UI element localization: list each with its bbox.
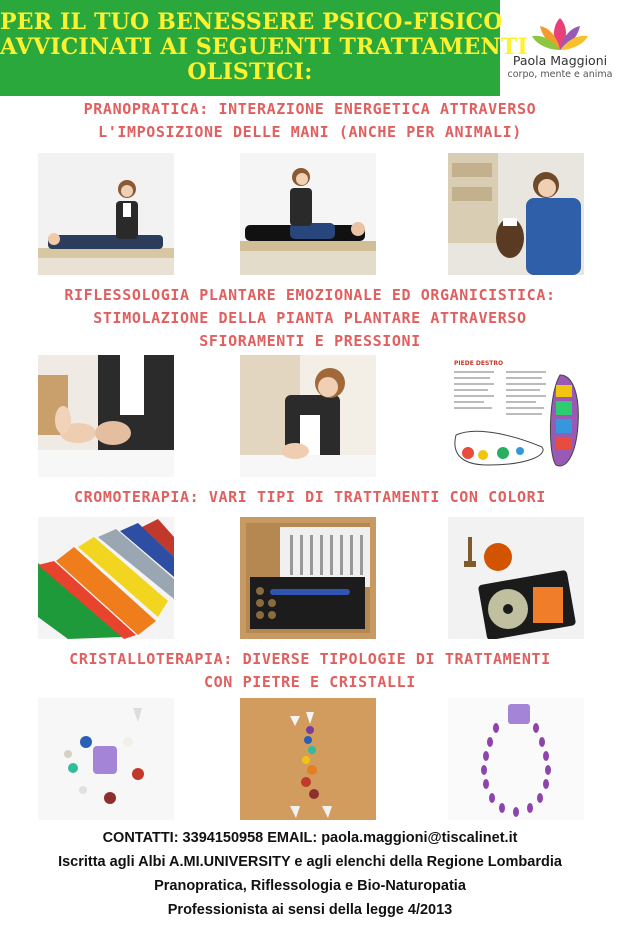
section-title-line: RIFLESSOLOGIA PLANTARE EMOZIONALE ED ORGANICISTICA:: [64, 286, 556, 304]
footer-registration: Iscritta agli Albi A.MI.UNIVERSITY e agli elenchi della Regione Lombardia: [58, 854, 562, 870]
footer-contacts: CONTATTI: 3394150958 EMAIL: paola.maggioni@tiscalinet.it: [102, 830, 518, 846]
section-title-line: SFIORAMENTI E PRESSIONI: [199, 332, 421, 350]
foot-chart-title: PIEDE DESTRO: [454, 360, 504, 367]
photo-riflessologia-2: [240, 355, 376, 477]
photo-cromoterapia-cd: [448, 517, 584, 639]
photo-pranopratica-2: [240, 153, 376, 275]
section-title-line: CON PIETRE E CRISTALLI: [204, 673, 416, 691]
photo-cristalloterapia-1: [38, 698, 174, 820]
header-line-2: AVVICINATI AI SEGUENTI TRATTAMENTI: [0, 34, 528, 60]
photo-pranopratica-3: [448, 153, 584, 275]
section-title-pranopratica: [0, 98, 620, 144]
photo-foot-reflexology-chart: [448, 355, 584, 477]
section-title-line: CROMOTERAPIA: VARI TIPI DI TRATTAMENTI CON COLORI: [74, 488, 546, 506]
header-banner: [0, 0, 528, 96]
brand-logo: [500, 0, 620, 96]
header-line-1: PER IL TUO BENESSERE PSICO-FISICO: [0, 9, 503, 35]
logo-name: Paola Maggioni: [512, 53, 608, 68]
lotus-flower-icon: [532, 16, 588, 52]
section-title-line: CRISTALLOTERAPIA: DIVERSE TIPOLOGIE DI TRATTAMENTI: [69, 650, 551, 668]
section-title-riflessologia: [0, 284, 620, 353]
photo-cromoterapia-scarves: [38, 517, 174, 639]
section-title-line: PRANOPRATICA: INTERAZIONE ENERGETICA ATTRAVERSO: [83, 100, 537, 118]
footer-law: Professionista ai sensi della legge 4/2013: [167, 902, 453, 918]
photo-riflessologia-1: [38, 355, 174, 477]
photo-cristalloterapia-3: [448, 698, 584, 820]
section-title-cromoterapia: [0, 486, 620, 509]
section-title-cristalloterapia: [0, 648, 620, 694]
footer-disciplines: Pranopratica, Riflessologia e Bio-Naturopatia: [154, 878, 466, 894]
footer: [0, 826, 620, 922]
logo-tagline: corpo, mente e anima: [507, 69, 613, 80]
section-title-line: L'IMPOSIZIONE DELLE MANI (ANCHE PER ANIMALI): [98, 123, 522, 141]
header-line-3: OLISTICI:: [187, 59, 313, 85]
section-title-line: STIMOLAZIONE DELLA PIANTA PLANTARE ATTRAVERSO: [93, 309, 527, 327]
photo-pranopratica-1: [38, 153, 174, 275]
photo-cromoterapia-case: [240, 517, 376, 639]
photo-cristalloterapia-2: [240, 698, 376, 820]
